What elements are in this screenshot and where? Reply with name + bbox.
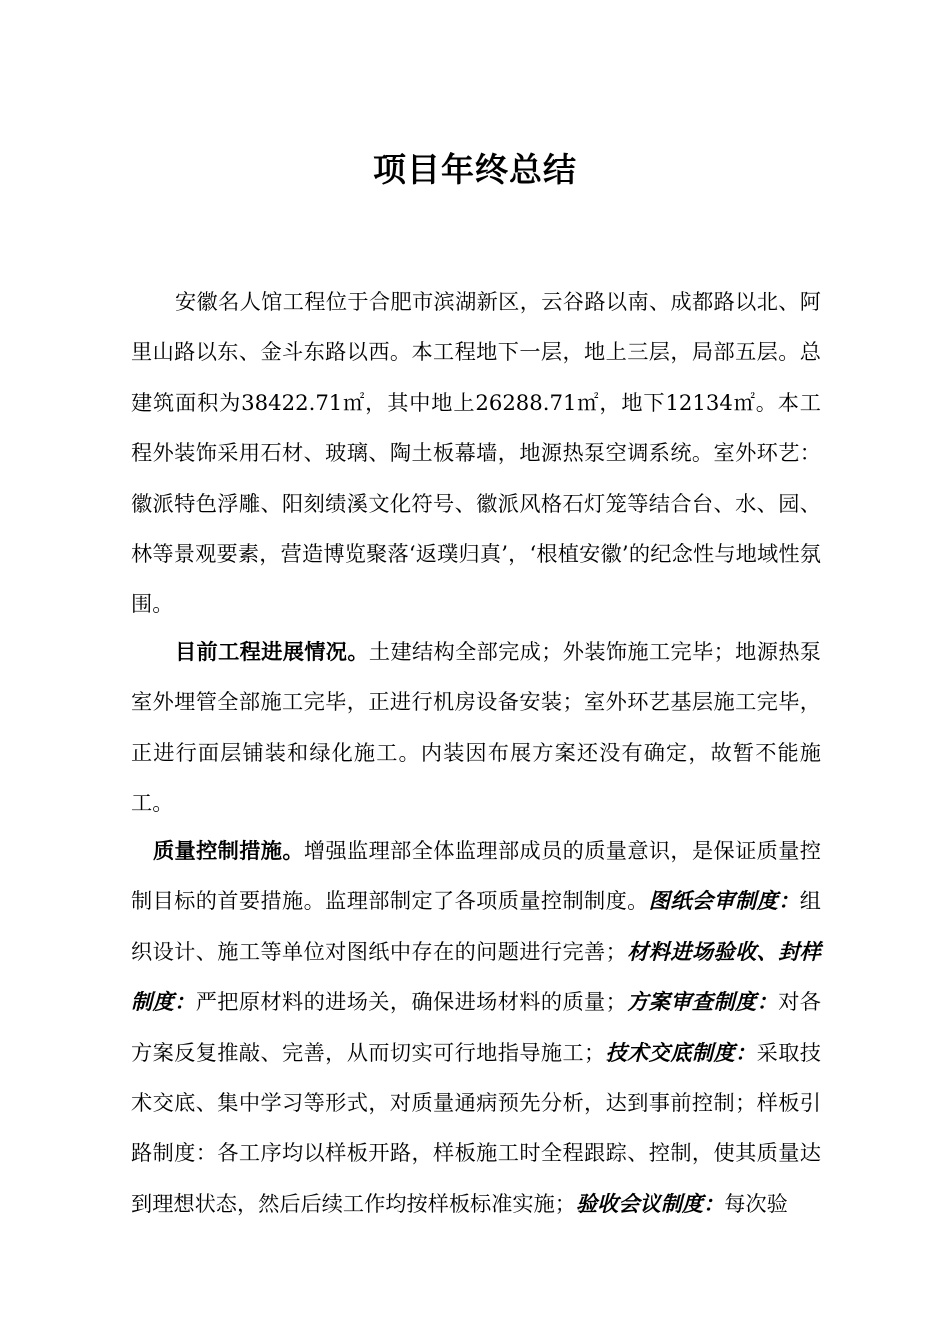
- quality-heading: 质量控制措施。: [153, 838, 304, 863]
- progress-heading: 目前工程进展情况。: [175, 639, 369, 664]
- paragraph-progress: [131, 627, 821, 829]
- plan-review-label: 方案审查制度：: [626, 989, 779, 1015]
- document-title: 项目年终总结: [373, 150, 577, 189]
- tech-briefing-text: 采取技术交底、集中学习等形式，对质量通病预先分析，达到事前控制；样板引路制度：各工序均以样板开路，样板施工时全程跟踪、控制，使其质量达到理想状态，然后后续工作均按样板标准实施；: [131, 1039, 821, 1216]
- acceptance-label: 验收会议制度：: [575, 1190, 725, 1216]
- plan-review-text: 对各方案反复推敲、完善，从而切实可行地指导施工；: [131, 989, 821, 1065]
- paragraph-overview: 安徽名人馆工程位于合肥市滨湖新区，云谷路以南、成都路以北、阿里山路以东、金斗东路以西。本工程地下一层，地上三层，局部五层。总建筑面积为38422.71㎡，其中地上26288.71㎡，地下12134㎡。本工程外装饰采用石材、玻璃、陶土板幕墙，地源热泵空调系统。室外环艺：徽派特色浮雕、阳刻绩溪文化符号、徽派风格石灯笼等结合台、水、园、林等景观要素，营造博览聚落‘返璞归真’，‘根植安徽’的纪念性与地域性氛围。: [131, 289, 821, 617]
- tech-briefing-label: 技术交底制度：: [605, 1039, 757, 1065]
- drawing-review-text: 组织设计、施工等单位对图纸中存在的问题进行完善；: [131, 888, 821, 964]
- material-text: 严把原材料的进场关，确保进场材料的质量；: [195, 989, 627, 1015]
- progress-body: 土建结构全部完成；外装饰施工完毕；地源热泵室外埋管全部施工完毕，正进行机房设备安装；室外环艺基层施工完毕，正进行面层铺装和绿化施工。内装因布展方案还没有确定，故暂不能施工。: [131, 639, 821, 816]
- paragraph-quality: [131, 826, 821, 1229]
- acceptance-text: 每次验: [724, 1190, 788, 1216]
- material-label: 材料进场验收、封样制度：: [131, 938, 821, 1015]
- drawing-review-label: 图纸会审制度：: [648, 888, 800, 914]
- quality-intro: 增强监理部全体监理部成员的质量意识，是保证质量控制目标的首要措施。监理部制定了各项质量控制制度。: [131, 838, 821, 914]
